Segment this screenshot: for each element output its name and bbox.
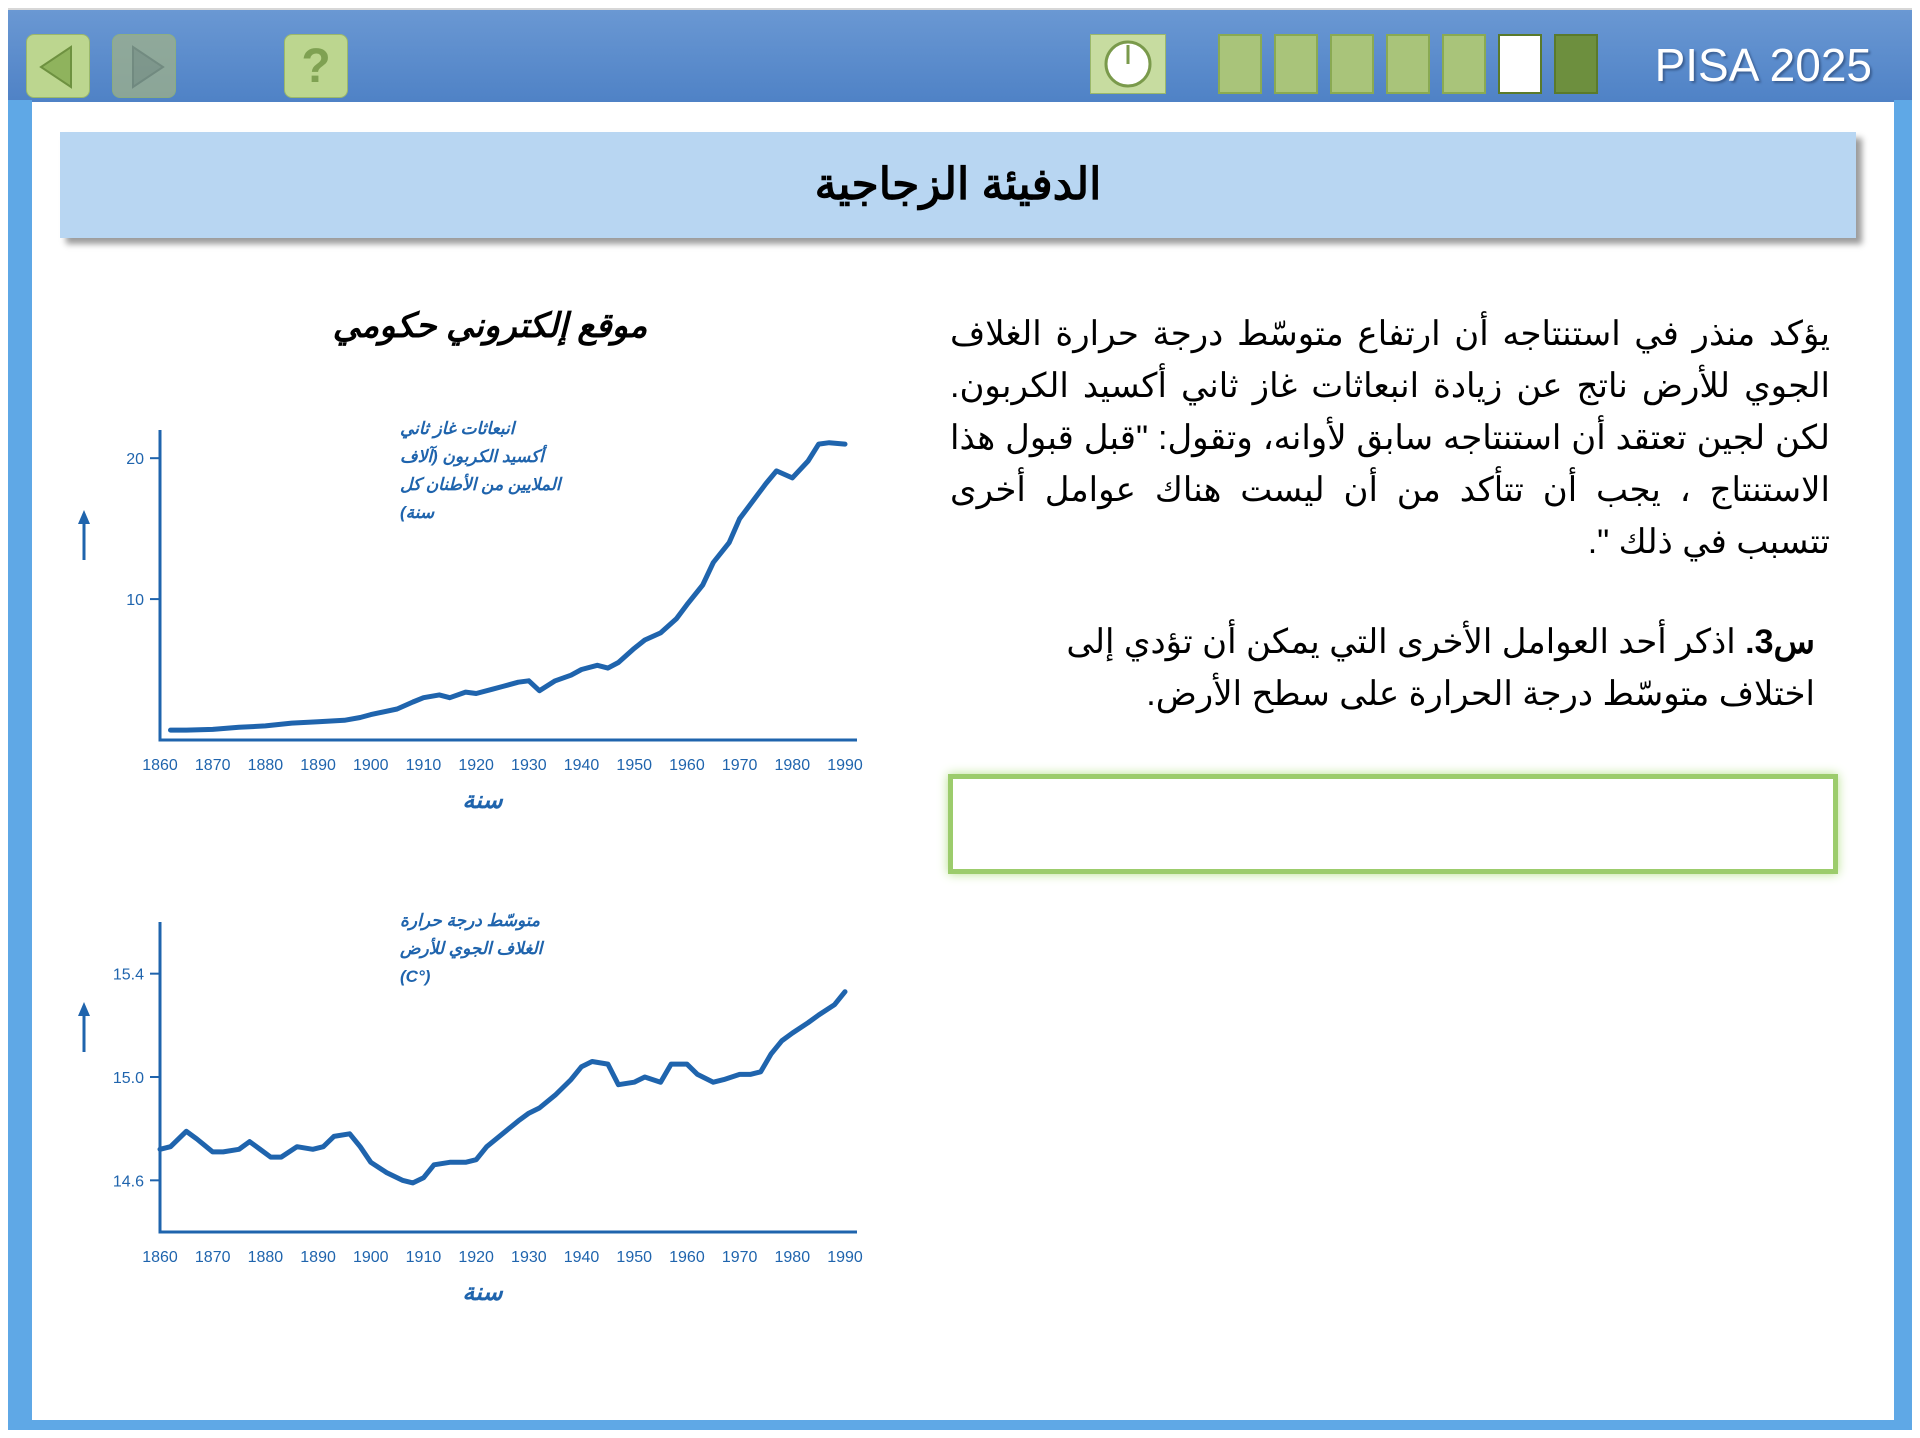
y-axis-label: متوسّط درجة حرارة الغلاف الجوي للأرض (°C): [400, 911, 543, 986]
data-series-line: [160, 992, 845, 1183]
x-tick-label: 1920: [458, 757, 494, 774]
y-tick-label: 15.0: [112, 1070, 144, 1087]
y-tick-label: 15.4: [112, 966, 144, 984]
question-number: س3.: [1745, 623, 1815, 661]
x-tick-label: 1860: [142, 1249, 178, 1266]
x-tick-label: 1960: [669, 757, 705, 774]
triangle-right-icon: [113, 35, 177, 99]
bottom-border: [8, 1420, 1912, 1430]
x-tick-label: 1970: [721, 757, 758, 774]
question-text: [1030, 616, 1815, 720]
x-tick-label: 1900: [352, 1249, 389, 1266]
x-tick-label: 1950: [616, 1249, 653, 1266]
y-axis-arrow-icon: [78, 1002, 90, 1052]
progress-step-2: [1274, 34, 1318, 94]
answer-input[interactable]: [948, 774, 1838, 874]
x-tick-label: 1990: [827, 1249, 863, 1266]
y-tick-label: 10: [126, 592, 144, 610]
x-tick-label: 1880: [247, 757, 284, 774]
x-tick-label: 1910: [405, 757, 442, 774]
x-tick-label: 1970: [721, 1249, 758, 1266]
y-tick-label: 14.6: [112, 1173, 144, 1191]
question-body: اذكر أحد العوامل الأخرى التي يمكن أن تؤدي إلى اختلاف متوسّط درجة الحرارة على سطح الأرض.: [1066, 623, 1815, 713]
x-tick-label: 1870: [194, 757, 231, 774]
progress-step-1: [1218, 34, 1262, 94]
progress-step-3: [1330, 34, 1374, 94]
axes: [160, 922, 857, 1232]
x-tick-label: 1870: [194, 1249, 231, 1266]
progress-step-7: [1554, 34, 1598, 94]
timer-button[interactable]: [1090, 34, 1166, 94]
passage-text: يؤكد منذر في استنتاجه أن ارتفاع متوسّط درجة حرارة الغلاف الجوي للأرض ناتج عن زيادة انبعاثات غاز ثاني أكسيد الكربون. لكن لجين تعتقد أن استنتاجه سابق لأوانه، وتقول: "قبل قبول هذا الاستنتاج ، يجب أن تتأكد من أن ليست هناك عوامل أخرى تتسبب في ذلك ".: [950, 315, 1830, 561]
temperature-chart: [70, 892, 870, 1332]
x-tick-label: 1860: [142, 757, 178, 774]
title-banner: [60, 132, 1856, 238]
x-tick-label: 1930: [511, 757, 547, 774]
x-tick-label: 1980: [774, 757, 811, 774]
co2-emissions-chart: [70, 400, 870, 840]
page-title: الدفيئة الزجاجية: [814, 160, 1102, 209]
progress-step-4: [1386, 34, 1430, 94]
x-axis-label: سنة: [462, 787, 503, 814]
triangle-left-icon: [27, 35, 91, 99]
x-tick-label: 1880: [247, 1249, 284, 1266]
brand-logo: PISA 2025: [1654, 39, 1872, 91]
x-tick-label: 1890: [300, 757, 336, 774]
source-title: موقع إلكتروني حكومي: [332, 307, 648, 345]
x-tick-label: 1890: [300, 1249, 336, 1266]
help-icon: ?: [301, 40, 331, 93]
x-tick-label: 1980: [774, 1249, 811, 1266]
y-axis-arrow-icon: [78, 510, 90, 560]
progress-step-6: [1498, 34, 1542, 94]
x-tick-label: 1940: [563, 1249, 600, 1266]
back-button[interactable]: [26, 34, 90, 98]
x-tick-label: 1950: [616, 757, 653, 774]
right-border: [1894, 100, 1912, 1424]
left-border: [8, 100, 32, 1424]
x-axis-label: سنة: [462, 1279, 503, 1306]
x-tick-label: 1990: [827, 757, 863, 774]
clock-icon: [1091, 35, 1165, 93]
x-tick-label: 1930: [511, 1249, 547, 1266]
help-button[interactable]: [284, 34, 348, 98]
x-tick-label: 1900: [352, 757, 389, 774]
x-tick-label: 1920: [458, 1249, 494, 1266]
progress-step-5: [1442, 34, 1486, 94]
forward-button[interactable]: [112, 34, 176, 98]
x-tick-label: 1940: [563, 757, 600, 774]
y-axis-label: انبعاثات غاز ثاني أكسيد الكربون (آلاف الملايين من الأطنان كل سنة): [400, 419, 561, 522]
y-tick-label: 20: [126, 451, 144, 469]
x-tick-label: 1910: [405, 1249, 442, 1266]
top-navigation-bar: [8, 8, 1912, 102]
x-tick-label: 1960: [669, 1249, 705, 1266]
